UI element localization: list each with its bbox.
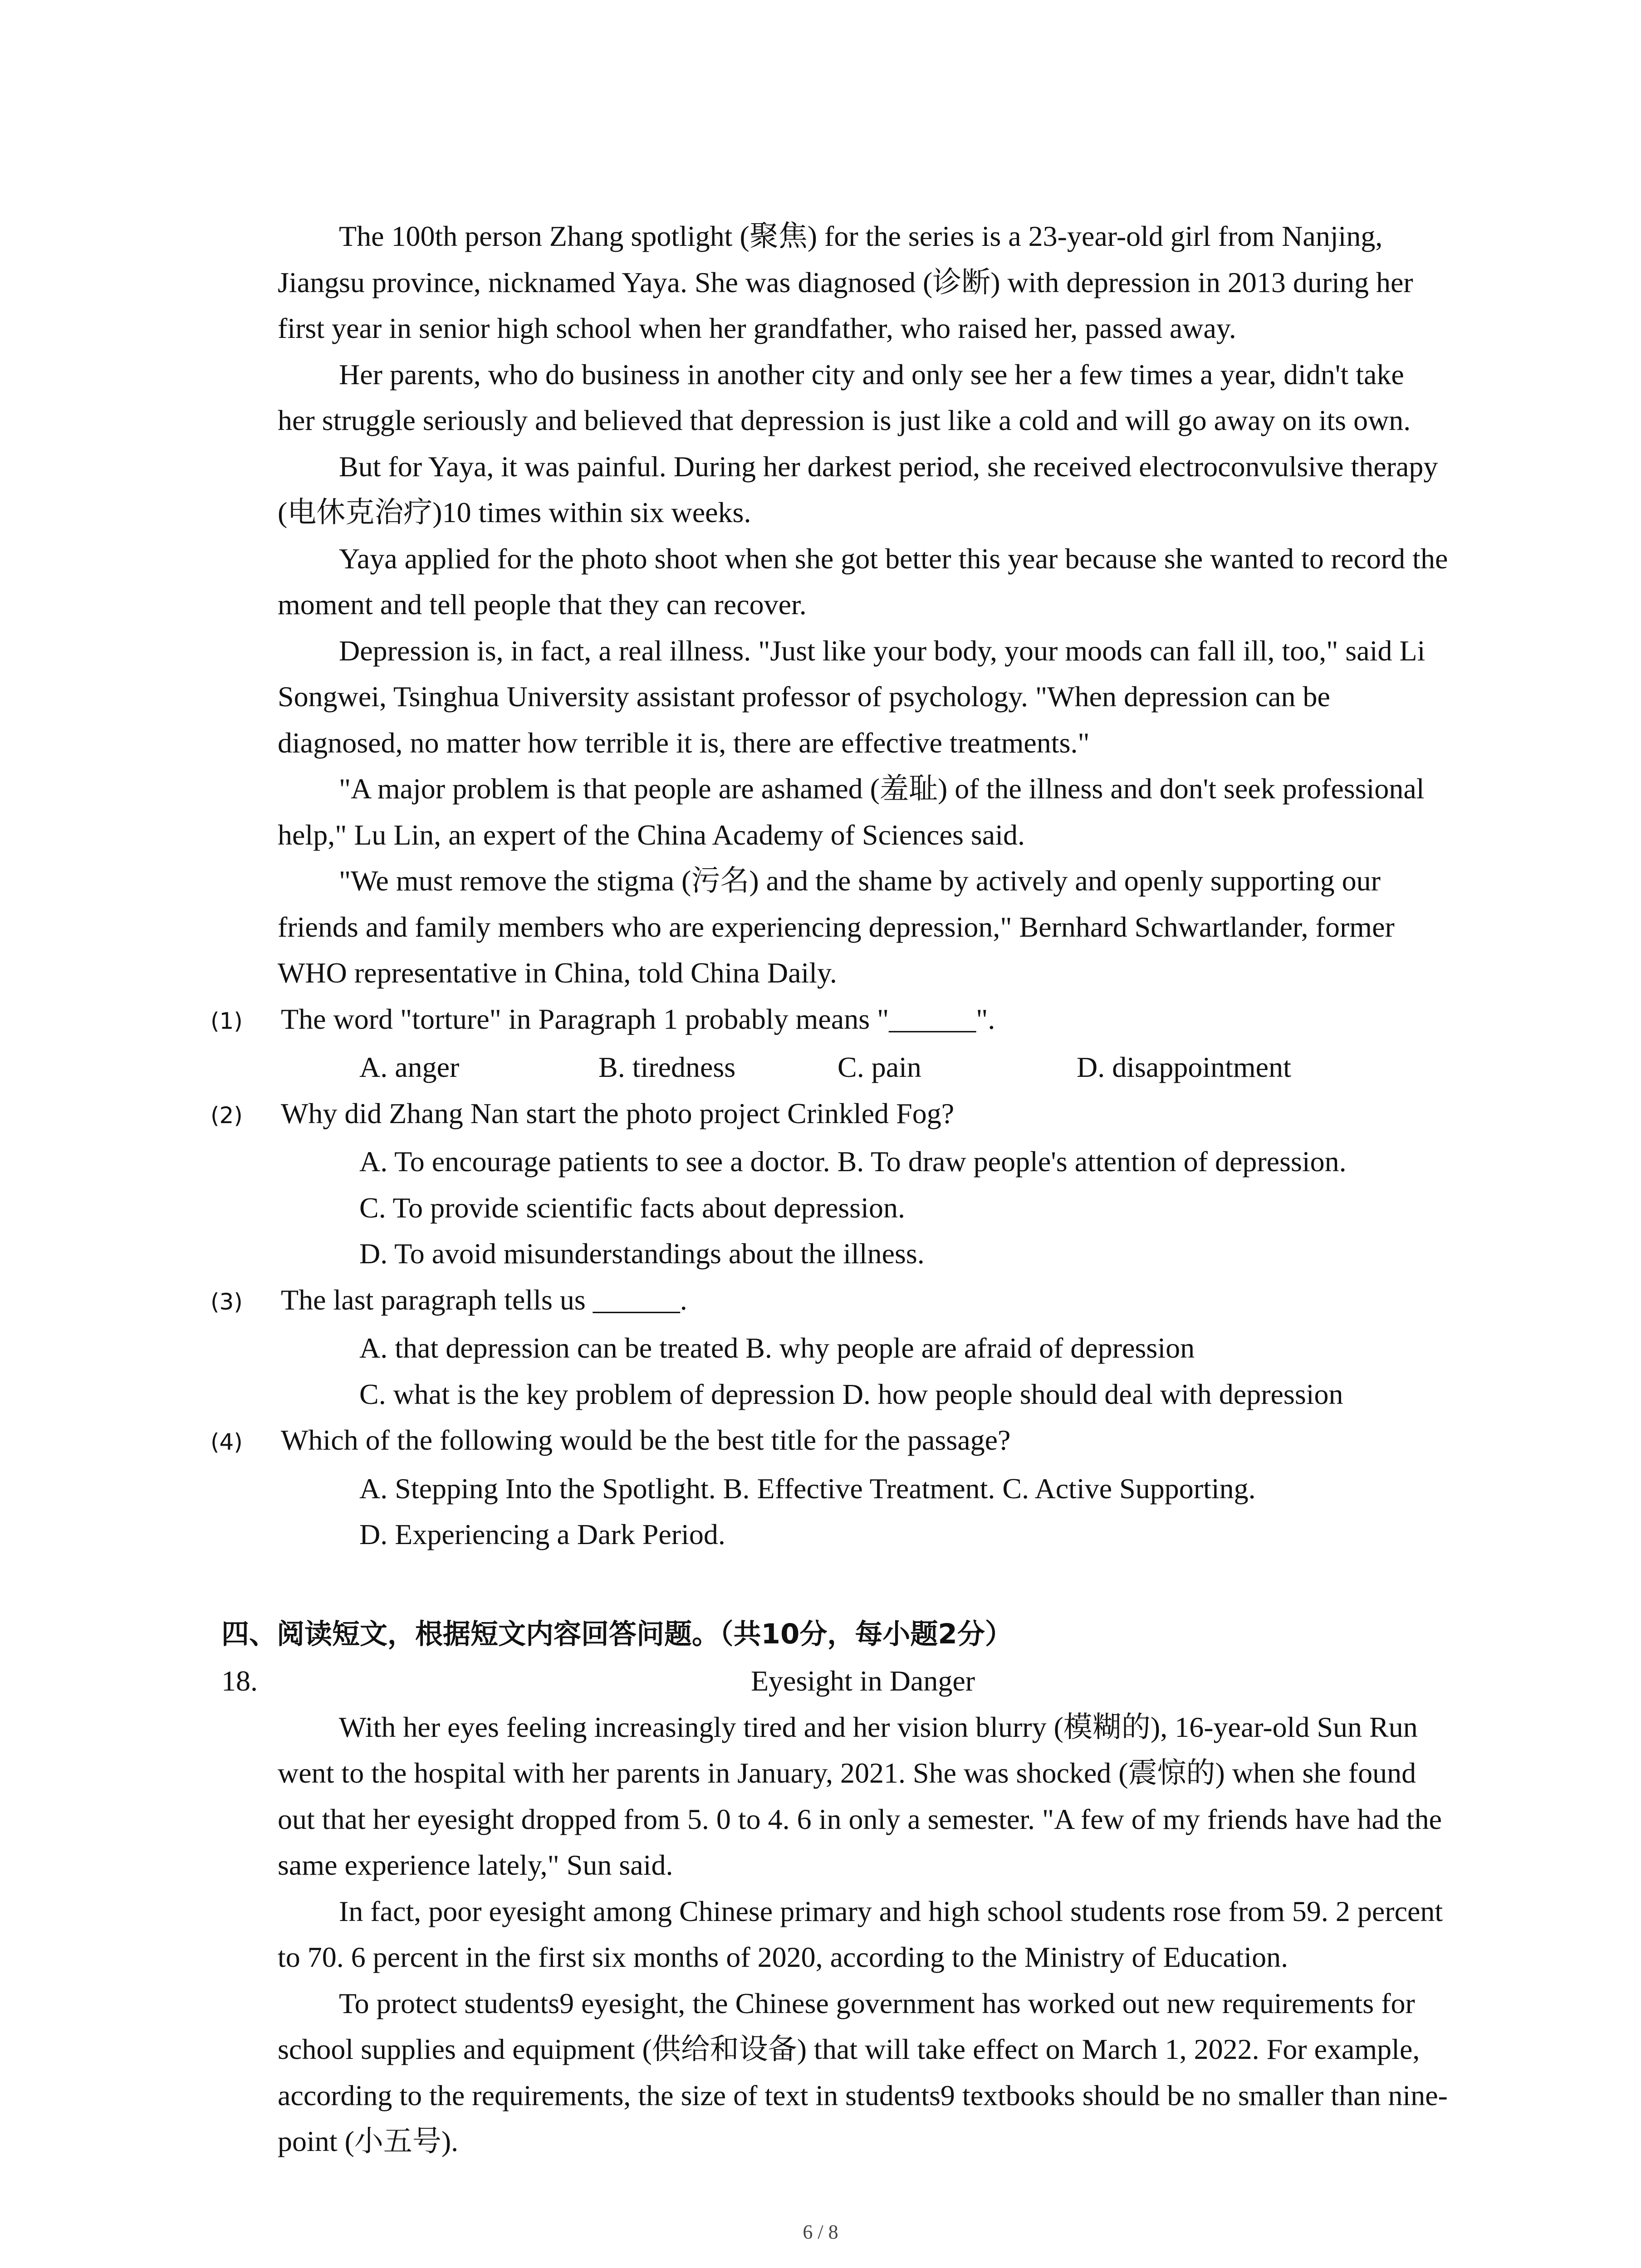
paragraph: "We must remove the stigma (污名) and the shame by actively and openly supporting our friends and family members who are experiencing depression," Bernhard Schwartlander, former WHO representative in China, told China Daily.	[278, 865, 1395, 989]
passage-18-body	[278, 1658, 1448, 2165]
option-a: A. anger	[359, 1051, 460, 1083]
question-number: (3)	[211, 1288, 243, 1315]
question-text: Which of the following would be the best title for the passage?	[281, 1424, 1011, 1456]
option-line: D. Experiencing a Dark Period.	[359, 1518, 725, 1550]
question-text: The word "torture" in Paragraph 1 probably means "______".	[281, 1002, 995, 1035]
option-line: A. that depression can be treated B. why people are afraid of depression	[359, 1332, 1195, 1364]
question-text: The last paragraph tells us ______.	[281, 1283, 687, 1316]
option-line: A. To encourage patients to see a doctor. B. To draw people's attention of depression.	[359, 1145, 1347, 1178]
paragraph: Her parents, who do business in another city and only see her a few times a year, didn't take her struggle seriously and believed that depression is just like a cold and will go away on its own.	[278, 358, 1411, 436]
question-3	[211, 1277, 1448, 1325]
passage-title: Eyesight in Danger	[750, 1665, 975, 1697]
paragraph: "A major problem is that people are ashamed (羞耻) of the illness and don't seek professional help," Lu Lin, an expert of the China Academy of Sciences said.	[278, 772, 1425, 851]
passage-body	[211, 213, 1448, 1558]
option-line: C. what is the key problem of depression D. how people should deal with depression	[359, 1378, 1343, 1410]
paragraph: In fact, poor eyesight among Chinese primary and high school students rose from 59. 2 percent to 70. 6 percent in the first six months of 2020, according to the Ministry of Education.	[278, 1895, 1443, 1973]
option-line: C. To provide scientific facts about depression.	[359, 1191, 905, 1224]
paragraph: Yaya applied for the photo shoot when she got better this year because she wanted to record the moment and tell people that they can recover.	[278, 542, 1448, 621]
paragraph: The 100th person Zhang spotlight (聚焦) for the series is a 23-year-old girl from Nanjing, Jiangsu province, nicknamed Yaya. She was diagnosed (诊断) with depression in 2013 during her first year in senior high school when her grandfather, who raised her, passed away.	[278, 220, 1413, 344]
option-c: C. pain	[838, 1051, 921, 1083]
option-d: D. disappointment	[1077, 1051, 1291, 1083]
paragraph: But for Yaya, it was painful. During her darkest period, she received electroconvulsive therapy (电休克治疗)10 times within six weeks.	[278, 450, 1438, 528]
question-number: (4)	[211, 1429, 243, 1455]
paragraph: To protect students9 eyesight, the Chinese government has worked out new requirements for school supplies and equipment (供给和设备) that will take effect on March 1, 2022. For example, according to the requirements, the size of text in students9 textbooks should be no smaller than nine-point (小五号).	[278, 1987, 1448, 2157]
page-number: 6 / 8	[803, 2221, 838, 2243]
question-2	[211, 1090, 1448, 1139]
question-4	[211, 1417, 1448, 1466]
question-1	[211, 996, 1448, 1045]
paragraph: With her eyes feeling increasingly tired and her vision blurry (模糊的), 16-year-old Sun Run went to the hospital with her parents in January, 2021. She was shocked (震惊的) when she found out that her eyesight dropped from 5. 0 to 4. 6 in only a semester. "A few of my friends have had the same experience lately," Sun said.	[278, 1711, 1442, 1881]
question-number: (2)	[211, 1102, 243, 1129]
option-line: A. Stepping Into the Spotlight. B. Effective Treatment. C. Active Supporting.	[359, 1472, 1256, 1505]
section-heading: 四、阅读短文，根据短文内容回答问题。（共10分，每小题2分）	[221, 1618, 1013, 1650]
question-text: Why did Zhang Nan start the photo project Crinkled Fog?	[281, 1097, 955, 1129]
question-1-options	[359, 1044, 1448, 1090]
paragraph: Depression is, in fact, a real illness. "Just like your body, your moods can fall ill, too," said Li Songwei, Tsinghua University assistant professor of psychology. "When depression can be diagnosed, no matter how terrible it is, there are effective treatments."	[278, 634, 1425, 759]
option-line: D. To avoid misunderstandings about the illness.	[359, 1237, 925, 1270]
question-number: (1)	[211, 1007, 243, 1034]
option-b: B. tiredness	[598, 1051, 736, 1083]
question-number-18: 18.	[221, 1665, 258, 1697]
